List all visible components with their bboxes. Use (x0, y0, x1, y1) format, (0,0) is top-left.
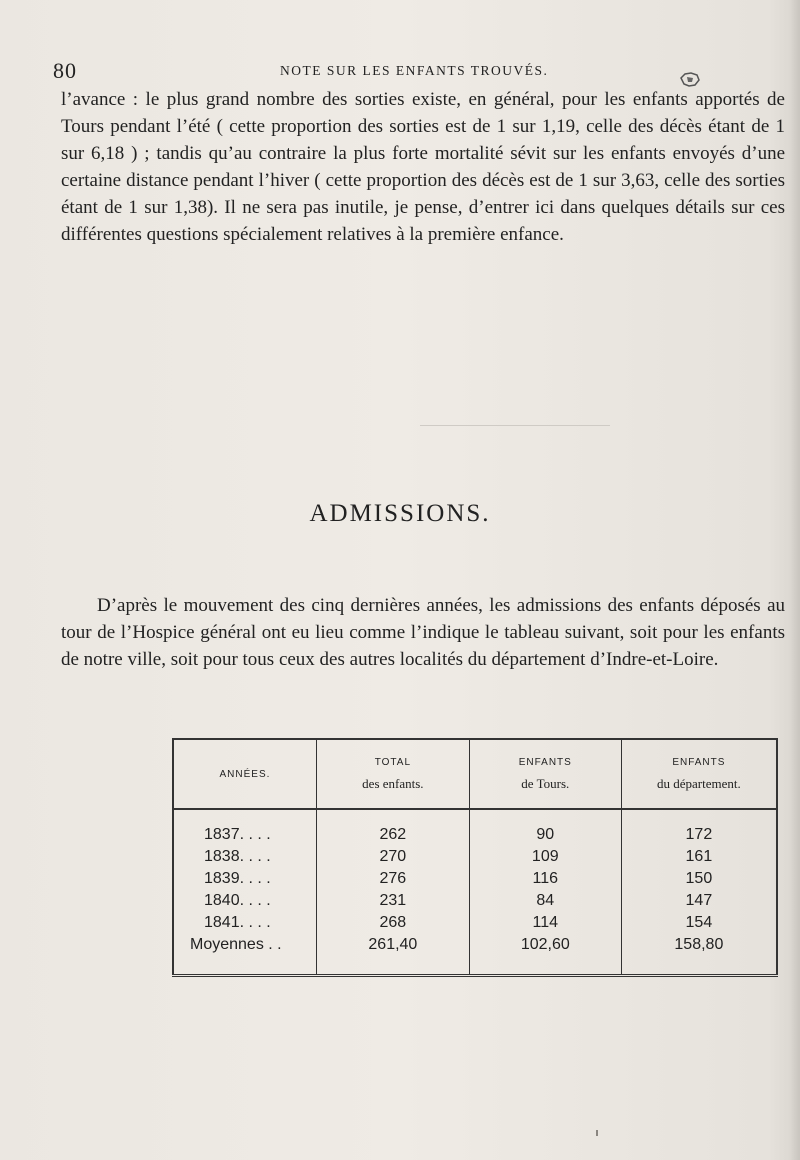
cell-total: 231 (316, 890, 469, 912)
cell-tours: 102,60 (469, 934, 621, 976)
header-total-bottom: des enfants. (362, 775, 424, 791)
cell-departement: 150 (685, 870, 713, 887)
header-departement-top: ENFANTS (672, 756, 726, 768)
header-departement (621, 739, 777, 809)
table-row-averages (173, 934, 777, 976)
table-row (173, 890, 777, 912)
cell-departement: 172 (685, 826, 713, 843)
cell-departement: 161 (685, 848, 713, 865)
body-paragraph-continuation: l’avance : le plus grand nombre des sorties existe, en général, pour les enfants apportés de Tours pendant l’été ( cette proportion des sorties est de 1 sur 1,19, celle des décès étant de 1 sur 6,18 ) ; tandis qu’au contraire la plus forte mortalité sévit sur les enfants envoyés d’une certaine distance pendant l’hiver ( cette proportion des décès est de 1 sur 3,63, celle des sorties étant de 1 sur 1,38). Il ne sera pas inutile, je pense, d’entrer ici dans quelques détails sur ces différentes questions spécialement relatives à la première enfance. (61, 89, 785, 245)
stray-ink-mark (596, 1130, 598, 1136)
header-departement-bottom: du département. (657, 775, 741, 791)
cell-year: 1841. . . . (173, 912, 316, 934)
table-row (173, 868, 777, 890)
admissions-table (172, 738, 778, 977)
faint-divider (420, 425, 610, 426)
cell-tours: 116 (469, 868, 621, 890)
cell-departement: 147 (685, 892, 713, 909)
cell-total: 270 (316, 846, 469, 868)
cell-tours: 90 (469, 809, 621, 846)
cell-total: 276 (316, 868, 469, 890)
table-row (173, 912, 777, 934)
cell-year: 1838. . . . (173, 846, 316, 868)
header-tours-top: ENFANTS (518, 756, 572, 768)
header-total (316, 739, 469, 809)
cell-year: 1837. . . . (173, 809, 316, 846)
cell-year: Moyennes . . (173, 934, 316, 976)
cell-total: 262 (316, 809, 469, 846)
cell-total: 268 (316, 912, 469, 934)
table-header-row (173, 739, 777, 809)
header-total-top: TOTAL (374, 756, 412, 768)
cell-tours: 84 (469, 890, 621, 912)
body-paragraph-admissions (61, 592, 785, 673)
cell-total: 261,40 (316, 934, 469, 976)
body-paragraph-admissions-text: D’après le mouvement des cinq dernières années, les admissions des enfants déposés au tour de l’Hospice général ont eu lieu comme l’indique le tableau suivant, soit pour les enfants de notre ville, soit pour tous ceux des autres localités du département d’Indre-et-Loire. (61, 595, 785, 670)
header-tours-bottom: de Tours. (521, 775, 570, 791)
cell-departement: 154 (685, 914, 713, 931)
page-edge-shadow (790, 0, 800, 1160)
cell-year: 1839. . . . (173, 868, 316, 890)
running-title: NOTE SUR LES ENFANTS TROUVÉS. (280, 63, 549, 78)
header-annees (173, 739, 316, 809)
header-tours (469, 739, 621, 809)
cell-departement: 158,80 (674, 936, 724, 953)
header-annees-label: ANNÉES. (219, 768, 271, 780)
cell-tours: 114 (469, 912, 621, 934)
section-title-admissions: ADMISSIONS. (309, 500, 491, 527)
cell-year: 1840. . . . (173, 890, 316, 912)
cell-tours: 109 (469, 846, 621, 868)
table-row (173, 809, 777, 846)
table-row (173, 846, 777, 868)
page-number: 80 (53, 58, 77, 83)
